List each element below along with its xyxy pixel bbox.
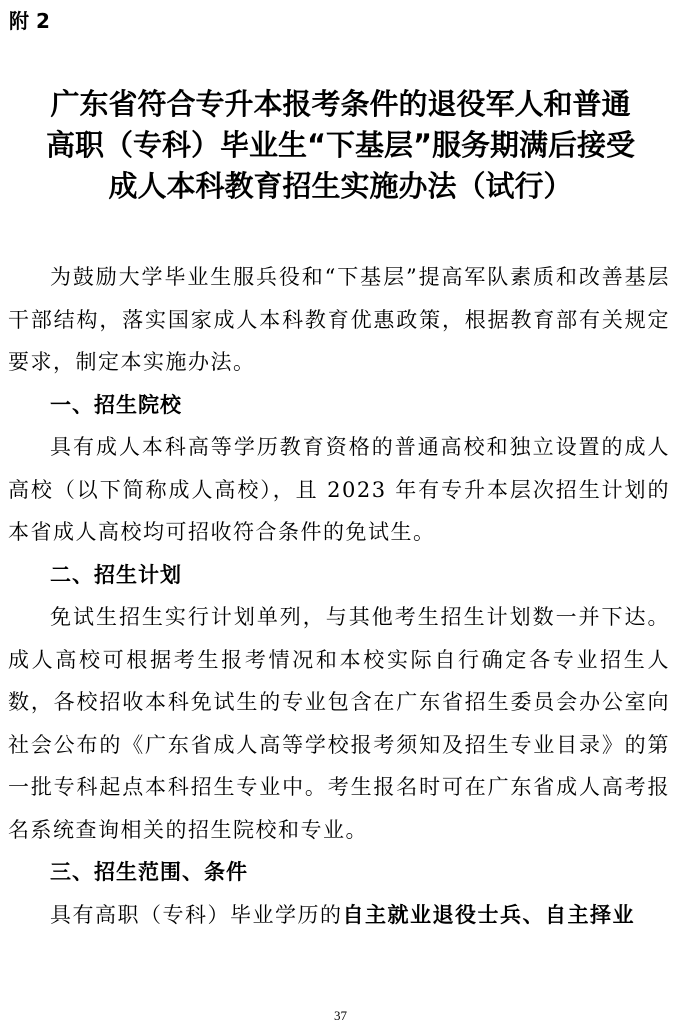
section-2-paragraph: 免试生招生实行计划单列，与其他考生招生计划数一并下达。成人高校可根据考生报考情况和本校实际自行确定各专业招生人数，各校招收本科免试生的专业包含在广东省招生委员会办公室向社会公布的《广东省成人高等学校报考须知及招生专业目录》的第一批专科起点本科招生专业中。考生报名时可在广东省成人高考报名系统查询相关的招生院校和专业。 bbox=[8, 605, 670, 842]
document-body bbox=[8, 256, 670, 936]
section-1-paragraph: 具有成人本科高等学历教育资格的普通高校和独立设置的成人高校（以下简称成人高校），且 2023 年有专升本层次招生计划的本省成人高校均可招收符合条件的免试生。 bbox=[8, 435, 670, 544]
title-line-3: 成人本科教育招生实施办法（试行） bbox=[108, 169, 573, 203]
page-number: 37 bbox=[334, 1008, 347, 1023]
section-3-heading: 三、招生范围、条件 bbox=[50, 860, 248, 884]
title-line-1: 广东省符合专升本报考条件的退役军人和普通 bbox=[50, 87, 631, 121]
section-3-text-plain: 具有高职（专科）毕业学历的 bbox=[50, 902, 343, 927]
attachment-label: 附 2 bbox=[9, 9, 50, 33]
section-2-heading: 二、招生计划 bbox=[50, 562, 182, 587]
section-3-text-bold: 自主就业退役士兵、自主择业 bbox=[342, 902, 635, 927]
section-3-paragraph bbox=[8, 894, 670, 937]
intro-paragraph: 为鼓励大学毕业生服兵役和“下基层”提高军队素质和改善基层干部结构，落实国家成人本科教育优惠政策，根据教育部有关规定要求，制定本实施办法。 bbox=[8, 265, 670, 374]
section-1-heading: 一、招生院校 bbox=[50, 392, 182, 417]
document-title bbox=[0, 84, 681, 207]
title-line-2: 高职（专科）毕业生“下基层”服务期满后接受 bbox=[45, 128, 636, 162]
